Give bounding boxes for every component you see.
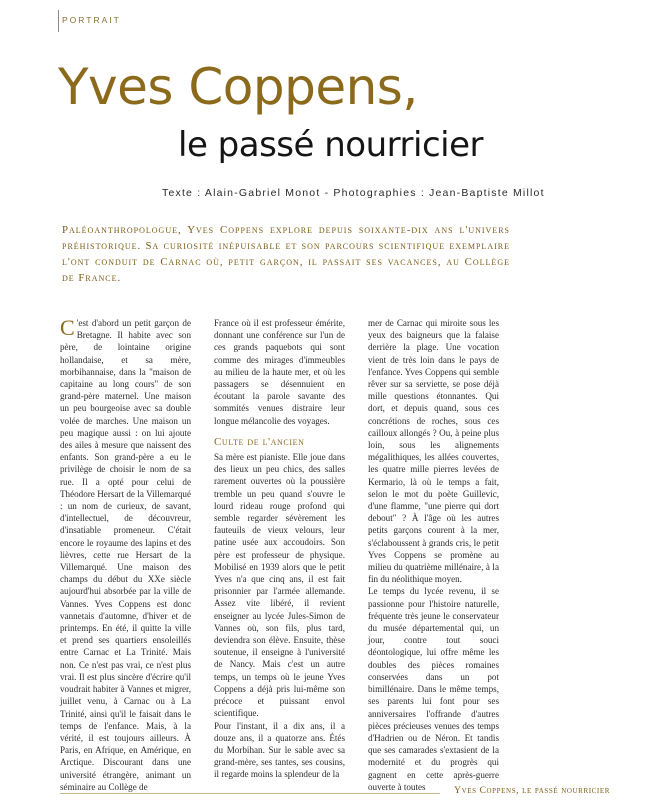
column-1-paragraph: 'est d'abord un petit garçon de Bretagne. Il habite avec son père, de lointaine origine hollandaise, et sa mère, morbihannaise, dans la "maison de capitaine au long cours" de son grand-père maternel. Une maison un peu bourgeoise avec sa double volée de marches. Une maison un peu magique aussi : on lui ajoute des ailes à mesure que naissent des enfants. Son grand-père a eu le privilège de choisir le nom de sa rue. Il a opté pour celui de Théodore Hersart de la Villemarqué : un nom de curieux, de savant, d'intellectuel, de découvreur, d'insatiable promeneur. C'était encore le royaume des lapins et des lièvres, cette rue Hersart de la Villemarqué. Une maison des champs du début du XXe siècle aujourd'hui absorbée par la ville de Vannes. Yves Coppens est donc vannetais d'automne, d'hiver et de printemps. En été, il quitte la ville et prend ses quartiers ensoleillés entre Carnac et La Trinité. Mais non. Ce n'est pas vrai, ce n'est plus vrai. Il est plus sincère d'écrire qu'il voudrait habiter à Vannes et migrer, juillet venu, à Carnac ou à La Trinité, ainsi qu'il le faisait dans le temps de l'enfance. Mais, à la vérité, il est toujours ailleurs. À Paris, en Afrique, en Amérique, en Arctique. Discourant dans une université étrangère, animant un séminaire au Collège de (60, 318, 191, 792)
text-column-1 (60, 315, 191, 792)
article-title: Yves Coppens, (58, 58, 418, 116)
column-3-paragraph-2: Le temps du lycée revenu, il se passionne pour l'histoire naturelle, fréquente très jeune le conservateur du musée départemental qui, un jour, contre tout souci déontologique, lui offre même les doubles des pièces romaines conservées dans un pot bimillénaire. Dans le même temps, ses parents lui font pour ses anniversaires l'offrande d'autres pièces précieuses venues des temps d'Hadrien ou de Néron. Et tandis que ses camarades s'extasient de la modernité et du progrès qui gagnent en cette après-guerre ouverte à toutes (368, 586, 499, 792)
text-column-2 (214, 317, 345, 785)
article-subtitle: le passé nourricier (178, 125, 483, 165)
running-footer: Yves Coppens, le passé nourricier (454, 786, 610, 796)
column-3-paragraph-1: mer de Carnac qui miroite sous les yeux des baigneurs que la falaise derrière la plage. Une vocation vient de très loin dans le pays de l'enfance. Yves Coppens qui semble rêver sur sa serviette, se pose déjà mille questions étonnantes. Qui dort, et depuis quand, sous ces concrétions de roches, sous ces cailloux allongés ? Ou, à peine plus loin, sous les alignements mégalithiques, les allées couvertes, les quatre mille pierres levées de Kermario, là où le temps a fait, selon le mot du poète Guillevic, d'une flamme, "une pierre qui dort debout" ? À l'âge où les autres petits garçons courent à la mer, s'éclaboussent à grands cris, le petit Yves Coppens se promène au milieu du quatrième millénaire, à la fin du néolithique moyen. (368, 318, 499, 585)
column-2-paragraph-1: France où il est professeur émérite, donnant une conférence sur l'un de ces grands paquebots qui sont comme des mirages d'immeubles au milieu de la haute mer, et où les passagers se désennuient en écoutant la parole savante des sommités venues distraire leur longue mélancolie des voyages. (214, 318, 345, 426)
article-lead: Paléoanthropologue, Yves Coppens explore depuis soixante-dix ans l'univers préhistorique. Sa curiosité inépuisable et son parcours scientifique exemplaire l'ont conduit de Carnac où, petit garçon, il passait ses vacances, au Collège de France. (62, 224, 510, 284)
text-column-3 (368, 317, 499, 792)
section-label: PORTRAIT (62, 15, 121, 25)
column-2-paragraph-2: Sa mère est pianiste. Elle joue dans des lieux un peu chics, des salles rarement ouvertes où la poussière tremble un peu quand s'ouvre le lourd rideau rouge profond qui semble regarder sévèrement les fauteuils de vieux velours, leur patine usée aux accoudoirs. Son père est professeur de physique. Mobilisé en 1939 alors que le petit Yves n'a que cinq ans, il est fait prisonnier par l'armée allemande. Assez vite libéré, il revient enseigner au lycée Jules-Simon de Vannes où, son fils, plus tard, deviendra son élève. Ensuite, thèse soutenue, il enseigne à l'université de Nancy. Mais c'est un autre temps, un temps où le jeune Yves Coppens a déjà pris lui-même son précoce et puissant envol scientifique. (214, 452, 345, 719)
drop-cap: C (60, 315, 75, 340)
section-divider (58, 10, 59, 32)
footer-rule (60, 793, 440, 794)
article-credits: Texte : Alain-Gabriel Monot - Photographies : Jean-Baptiste Millot (162, 187, 545, 199)
section-subheading: Culte de l'ancien (214, 435, 305, 448)
column-2-paragraph-3: Pour l'instant, il a dix ans, il a douze ans, il a quatorze ans. Étés du Morbihan. Sur le sable avec sa grand-mère, ses tantes, ses cousins, il regarde moins la splendeur de la (214, 720, 345, 780)
